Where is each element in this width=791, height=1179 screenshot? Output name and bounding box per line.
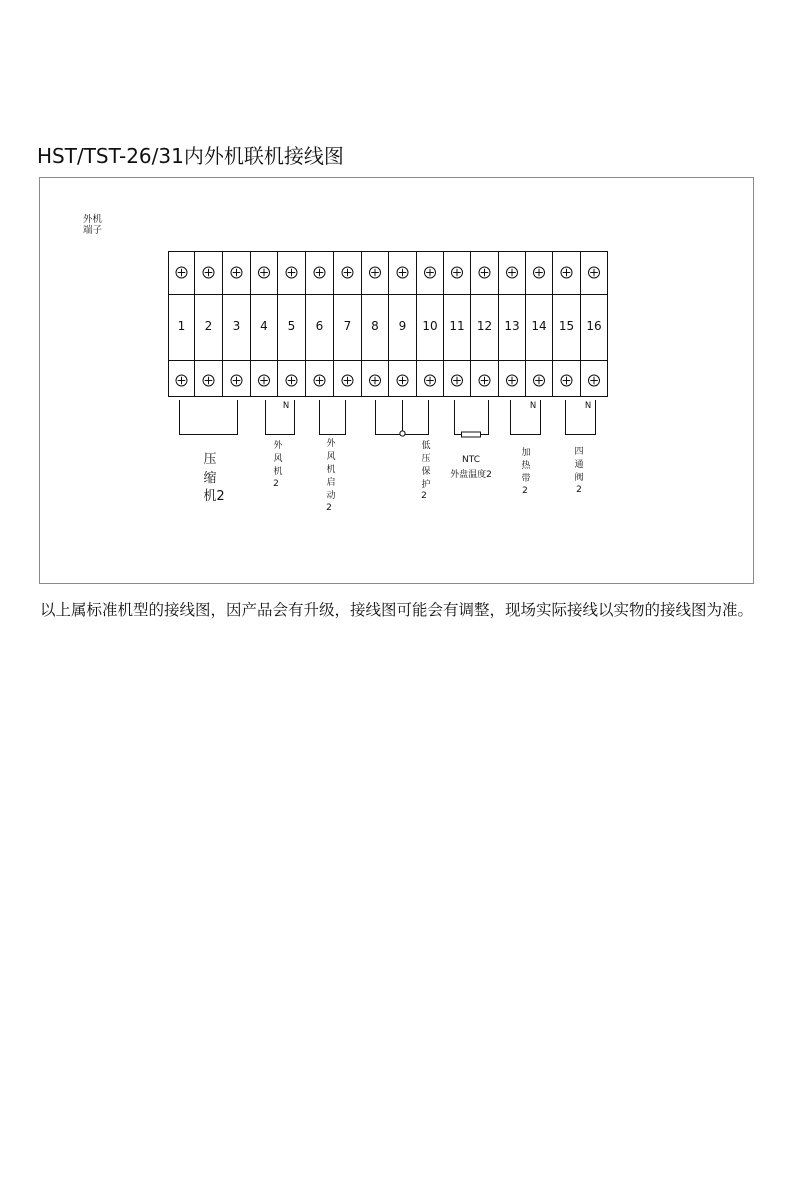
terminal-8 [370, 267, 381, 386]
outdoor-fan-start-label [326, 437, 336, 513]
screw-bottom-icon [231, 375, 242, 386]
screw-bottom-icon [534, 375, 545, 386]
screw-bottom-icon [507, 375, 518, 386]
outdoor-fan-start-label-line-1: 外 [326, 439, 336, 449]
four-way-valve-n-tag: N [584, 401, 592, 411]
terminal-dividers [195, 252, 581, 397]
outdoor-fan-start-wire [320, 400, 346, 435]
terminal-5 [286, 267, 297, 386]
screw-bottom-icon [589, 375, 600, 386]
terminal-number: 1 [177, 319, 186, 333]
screw-bottom-icon [370, 375, 381, 386]
terminal-number: 16 [586, 319, 602, 333]
four-way-valve-label-line-4: 2 [576, 485, 582, 495]
terminal-1 [176, 267, 187, 386]
screw-top-icon [370, 267, 381, 278]
outdoor-fan-start-label-line-2: 风 [326, 452, 336, 462]
heating-belt-n-tag: N [529, 401, 537, 411]
terminal-6 [314, 267, 325, 386]
outdoor-fan-label-line-1: 外 [273, 441, 283, 451]
screw-bottom-icon [203, 375, 214, 386]
compressor-label-line-1: 压 [203, 452, 217, 467]
terminal-block-label-line-1: 外机 [83, 214, 103, 225]
terminal-16 [586, 267, 601, 386]
low-pressure-junction [400, 431, 405, 436]
outdoor-fan-start-label-line-3: 机 [326, 465, 336, 475]
four-way-valve-label-line-1: 四 [574, 447, 584, 457]
outdoor-fan-start-label-line-6: 2 [326, 503, 332, 513]
terminal-number: 2 [204, 319, 213, 333]
terminal-10 [422, 267, 437, 386]
screw-top-icon [286, 267, 297, 278]
screw-top-icon [314, 267, 325, 278]
low-pressure-protect-label-line-1: 低 [421, 441, 431, 451]
outdoor-fan-start-label-line-4: 启 [326, 478, 336, 488]
compressor-label-line-2: 缩 [203, 471, 217, 486]
outdoor-fan-label-line-4: 2 [273, 479, 279, 489]
terminal-14 [531, 267, 546, 386]
outdoor-fan-n-tag: N [282, 401, 290, 411]
terminal-9 [397, 267, 408, 386]
screw-bottom-icon [452, 375, 463, 386]
outdoor-fan-label [273, 439, 283, 489]
compressor-wire [180, 400, 238, 435]
terminal-number: 15 [558, 319, 575, 333]
screw-top-icon [534, 267, 545, 278]
terminal-number: 11 [449, 319, 465, 333]
screw-bottom-icon [479, 375, 490, 386]
terminal-13 [504, 267, 519, 386]
low-pressure-protect-label-line-4: 护 [421, 480, 431, 490]
terminal-7 [342, 267, 353, 386]
heating-belt-label-line-4: 2 [522, 486, 528, 496]
terminal-11 [449, 267, 464, 386]
screw-top-icon [231, 267, 242, 278]
ntc-resistor-symbol [462, 432, 481, 437]
screw-top-icon [507, 267, 518, 278]
screw-bottom-icon [561, 375, 572, 386]
page-title: HST/TST-26/31内外机联机接线图 [37, 144, 344, 168]
ntc-sensor-label-line-2: 外盘温度2 [450, 470, 492, 480]
low-pressure-protect-label-line-3: 保 [421, 467, 431, 477]
compressor-label-line-3: 机2 [203, 489, 225, 504]
screw-top-icon [342, 267, 353, 278]
terminal-block-label-line-2: 端子 [83, 225, 103, 236]
terminal-number: 8 [371, 319, 379, 333]
heating-belt-label-line-1: 加 [521, 448, 531, 458]
terminal-number: 14 [531, 319, 547, 333]
screw-top-icon [452, 267, 463, 278]
low-pressure-protect-label [421, 440, 430, 501]
screw-top-icon [259, 267, 270, 278]
outdoor-fan-label-line-3: 机 [273, 467, 283, 477]
terminal-12 [477, 267, 492, 386]
compressor-label [203, 452, 224, 504]
terminal-number: 9 [398, 319, 407, 333]
terminal-number: 12 [476, 319, 493, 333]
ntc-sensor-label-line-1: NTC [462, 455, 480, 465]
screw-top-icon [176, 267, 187, 278]
outdoor-fan-label-line-2: 风 [273, 454, 283, 464]
terminal-number: 4 [260, 319, 268, 333]
screw-top-icon [203, 267, 214, 278]
screw-top-icon [397, 267, 408, 278]
terminal-15 [559, 267, 574, 386]
heating-belt-label-line-3: 带 [521, 474, 531, 484]
ntc-wire [455, 400, 489, 435]
four-way-valve-label-line-3: 阀 [574, 473, 584, 483]
screw-bottom-icon [314, 375, 325, 386]
screw-top-icon [589, 267, 600, 278]
wiring-diagram [40, 178, 755, 585]
screw-bottom-icon [425, 375, 436, 386]
screw-top-icon [479, 267, 490, 278]
screw-bottom-icon [397, 375, 408, 386]
terminal-3 [231, 267, 242, 386]
screw-bottom-icon [176, 375, 187, 386]
low-pressure-protect-label-line-2: 压 [421, 454, 431, 464]
terminal-number: 7 [343, 319, 352, 333]
terminal-number: 6 [315, 319, 324, 333]
four-way-valve-label-line-2: 通 [574, 460, 584, 470]
ntc-sensor-label [450, 455, 492, 480]
outdoor-fan-wire [266, 400, 295, 435]
low-pressure-protect-label-line-5: 2 [421, 491, 427, 501]
four-way-valve-label [574, 446, 583, 495]
wiring-diagram-frame [39, 177, 754, 584]
wiring-note: 以上属标准机型的接线图，因产品会有升级，接线图可能会有调整，现场实际接线以实物的接线图为准。 [40, 601, 754, 619]
screw-bottom-icon [342, 375, 353, 386]
terminal-number: 3 [232, 319, 241, 333]
screw-top-icon [425, 267, 436, 278]
screw-bottom-icon [259, 375, 270, 386]
heating-belt-label-line-2: 热 [521, 461, 531, 471]
screw-top-icon [561, 267, 572, 278]
terminal-2 [203, 267, 214, 386]
terminal-4 [259, 267, 270, 386]
heating-belt-label [521, 446, 531, 496]
screw-bottom-icon [286, 375, 297, 386]
terminal-number: 5 [287, 319, 296, 333]
outdoor-fan-start-label-line-5: 动 [326, 491, 336, 501]
terminal-number: 10 [422, 319, 438, 333]
terminal-number: 13 [504, 319, 520, 333]
